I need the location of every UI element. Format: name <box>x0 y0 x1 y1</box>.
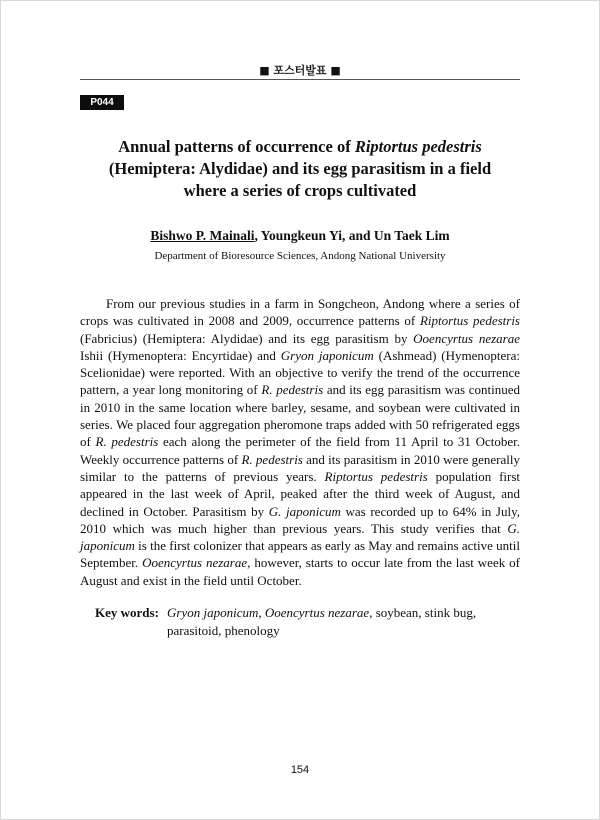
species-name: R. pedestris <box>95 434 159 450</box>
keyword-separator: , <box>258 605 265 620</box>
keyword: Ooencyrtus nezarae <box>264 605 370 620</box>
author-list <box>80 227 520 245</box>
keyword: Gryon japonicum <box>167 605 259 620</box>
species-name: Riptortus pedestris <box>419 313 520 329</box>
abstract-text: and its parasitism in 2010 were generally similar to the patterns of previous years. <box>80 451 520 484</box>
title-text: Annual patterns of occurrence of <box>118 137 355 156</box>
title-species: Riptortus pedestris <box>354 137 482 156</box>
title-text: where a series of crops cultivated <box>183 181 417 200</box>
abstract-text: , however, starts to occur late from the last week of August and exist in the field until October. <box>80 555 520 588</box>
co-authors: , Youngkeun Yi, and Un Taek Lim <box>254 228 450 243</box>
species-name: Ooencyrtus nezarae <box>142 555 248 571</box>
abstract-text: each along the perimeter of the field from 11 April to 31 October. Weekly occurrence patterns of <box>80 434 520 467</box>
section-header: ■ 포스터발표 ■ <box>259 64 341 77</box>
species-name: R. pedestris <box>261 382 324 398</box>
header-rule <box>80 79 520 80</box>
keywords-list <box>167 604 520 639</box>
abstract-text: (Ashmead) (Hymenoptera: Scelionidae) were reported. With an objective to verify the trend of the occurrence pattern, a year long monitoring of <box>80 347 520 398</box>
abstract-text: population first appeared in the last week of April, peaked after the third week of August, and declined in October. Parasitism by <box>80 468 521 519</box>
keyword: , soybean, stink bug, parasitoid, phenology <box>167 605 477 638</box>
keywords <box>95 604 520 639</box>
species-name: R. pedestris <box>241 451 303 467</box>
affiliation: Department of Bioresource Sciences, Andong National University <box>154 250 446 262</box>
abstract-text: From our previous studies in a farm in Songcheon, Andong where a series of crops was cultivated in 2008 and 2009, occurrence patterns of <box>80 296 520 329</box>
species-name: Riptortus pedestris <box>324 468 428 484</box>
abstract-body <box>80 295 520 589</box>
page-number: 154 <box>290 764 310 776</box>
poster-id-badge: P044 <box>80 95 124 110</box>
species-name: Ooencyrtus nezarae <box>413 330 520 346</box>
keywords-label: Key words: <box>95 605 159 620</box>
paper-title <box>95 136 505 202</box>
species-name: Gryon japonicum <box>280 347 374 363</box>
presenting-author: Bishwo P. Mainali <box>150 228 255 243</box>
abstract-text: and its egg parasitism was continued in 2010 in the same location where barley, sesame, and soybean were cultivated in series. We placed four aggregation pheromone traps added with 50 refrigerated eggs of <box>80 382 520 450</box>
abstract-text: Ishii (Hymenoptera: Encyrtidae) and <box>80 347 281 363</box>
title-text: (Hemiptera: Alydidae) and its egg parasitism in a field <box>108 159 492 178</box>
abstract-text: was recorded up to 64% in July, 2010 which was much higher than previous years. This study verifies that <box>80 503 520 536</box>
species-name: G. japonicum <box>268 503 341 519</box>
abstract-text: (Fabricius) (Hemiptera: Alydidae) and its egg parasitism by <box>80 330 414 346</box>
abstract-text: is the first colonizer that appears as early as May and remains active until September. <box>80 538 520 571</box>
species-name: G. japonicum <box>80 520 520 554</box>
